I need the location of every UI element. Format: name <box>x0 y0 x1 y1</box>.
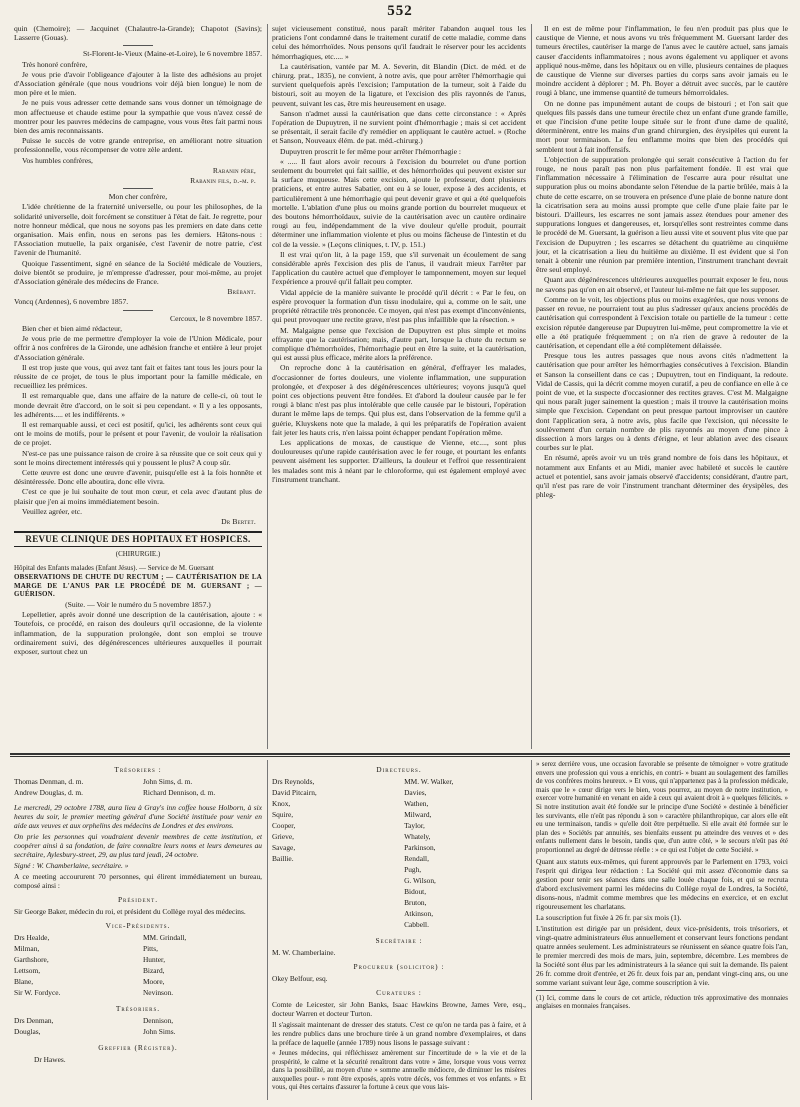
paragraph: Le mercredi, 29 octobre 1788, aura lieu à Gray's inn coffee house Holborn, à six heures du soir, le premier meeting général d'une Société instituée pour venir en aide aux veuves et aux orphelins des médecins de Londres et des environs. <box>14 803 262 830</box>
list-item: Baillie. <box>272 854 294 863</box>
section-divider <box>10 753 790 755</box>
footnote: (1) Ici, comme dans le cours de cet article, réduction très approximative des monnaies anglaises en monnaies françaises. <box>536 993 788 1011</box>
list-item: Bruton, <box>404 898 427 907</box>
list-item: Rendall, <box>404 854 429 863</box>
letter-salutation: Très honoré confrère, <box>22 59 88 69</box>
signature: Brébant. <box>227 287 256 297</box>
list-item: Pugh, <box>404 865 422 874</box>
list-item: Hunter, <box>142 955 166 964</box>
hospital-line: Hôpital des Enfants malades (Enfant Jésus). — Service de M. Guersant <box>14 563 214 572</box>
paragraph: M. Malgaigne pense que l'excision de Dupuytren est plus simple et moins effrayante que la cautérisation; mais, d'autre part, lorsque la chute du rectum se complique d'hémorrhoïdes, l'hémorrhagie peut en être la suite, et la cautérisation, qui est aussi plus efficace, mérite alors la préférence. <box>272 325 526 363</box>
greffier-title: Greffier (Régister). <box>98 1043 178 1052</box>
list-item: Blane, <box>14 977 34 986</box>
section-divider <box>10 756 790 757</box>
list-item: Milman, <box>14 944 40 953</box>
separator <box>123 188 153 189</box>
list-item: Whately, <box>404 832 431 841</box>
treasurers-list <box>14 1016 262 1038</box>
president-title: Président. <box>117 895 159 904</box>
list-item: Richard Dennison, d. m. <box>142 788 216 797</box>
curateurs: Comte de Leicester, sir John Banks, Isaac Hawkins Browne, James Vere, esq., docteur Warren et docteur Turton. <box>272 1000 526 1018</box>
letter-closing: Veuillez agréer, etc. <box>22 506 82 516</box>
column-1 <box>14 24 262 749</box>
paragraph: Il s'agissait maintenant de dresser des statuts. C'est ce qu'on ne tarda pas à faire, et à les rendre publics dans une brochure tirée à un grand nombre d'exemplaires, et dans la préface de laquelle (année 1789) nous lisons le passage suivant : <box>272 1020 526 1047</box>
list-item: Davies, <box>404 788 427 797</box>
bottom-column-3 <box>536 760 788 1100</box>
paragraph: C'est ce que je lui souhaite de tout mon cœur, et cela avec d'autant plus de plaisir que j'en ai moins immédiatement besoin. <box>14 487 262 506</box>
vice-presidents-list <box>14 933 262 999</box>
paragraph: Dupuytren proscrit le fer même pour arrêter l'hémorrhagie : <box>280 146 462 156</box>
list-item: Knox, <box>272 799 291 808</box>
paragraph: Puisse le succès de votre grande entreprise, en améliorant notre situation professionnelle, vous récompenser de votre zèle ardent. <box>14 136 262 155</box>
list-item: Sir W. Fordyce. <box>14 988 61 997</box>
paragraph: Il est remarquable que, dans une affaire de la nature de celle-ci, où tout le monde devrait être d'accord, on le soit si peu cependant. « Il y a les opposants, les adhérents..... et les indifférents. » <box>14 391 262 419</box>
list-item: Lettsom, <box>14 966 41 975</box>
letter-salutation: Mon cher confrère, <box>108 192 168 202</box>
list-item: Cabbell. <box>404 920 429 929</box>
paragraph: Quoique l'assentiment, signé en séance de la Société médicale de Vouziers, doive bientôt se produire, je m'empresse d'adresser, pour moi-même, au projet d'Association générale des médecins de France. <box>14 258 262 287</box>
president: Sir George Baker, médecin du roi, et président du Collège royal des médecins. <box>14 907 246 916</box>
directors-list <box>272 777 526 931</box>
column-divider <box>267 24 268 749</box>
list-item: Taylor, <box>404 821 425 830</box>
section-heading: REVUE CLINIQUE DES HOPITAUX ET HOSPICES. <box>14 531 262 547</box>
vice-presidents-title: Vice-Présidents. <box>105 921 171 930</box>
column-2 <box>272 24 526 749</box>
list-item: Drs Denman, <box>14 1016 54 1025</box>
paragraph: N'est-ce pas une puissance raison de croire à sa réussite que ce soit ceux qui y sont le moins directement intéressés qui y poussent le plus? A coup sûr. <box>14 448 262 467</box>
list-item: Nevinson. <box>142 988 174 997</box>
treasurers-list <box>14 777 262 799</box>
list-item: Dr Hawes. <box>34 1055 66 1064</box>
list-item: Bizard, <box>142 966 165 975</box>
secretary: M. W. Chamberlaine. <box>272 948 336 957</box>
list-item: MM. Grindall, <box>142 933 187 942</box>
section-subheading: (CHIRURGIE.) <box>115 550 161 559</box>
list-item: Cooper, <box>272 821 296 830</box>
paragraph: Il est vrai qu'on lit, à la page 159, que s'il survenait un écoulement de sang considérable après l'excision des plis de l'anus, il vaudrait mieux l'arrêter par l'application du cautère actuel que d'employer le tamponnement, moyen sur lequel l'expérience a prouvé qu'il fallait peu compter. <box>272 249 526 287</box>
treasurers-title: Trésoriers : <box>114 765 162 774</box>
paragraph: On reproche donc à la cautérisation en général, d'effrayer les malades, d'occasionner de fortes douleurs, une violente inflammation, une suppuration prolongée, et d'exposer à des dégénérescences ultérieures; voyons jusqu'à quel point ces objections peuvent être fondées. Et d'abord la douleur causée par le fer rougi à blanc n'est pas plus intolérable que celle causée par le bistouri, l'opération durant le même laps de temps. Qui plus est, dans l'observation de la femme qu'il a guérie, Kluyskens note que la malade, à qui les préparatifs de l'opération avaient fait jeter les hauts cris, n'en laissa point échapper pendant l'opération même. <box>272 363 526 437</box>
procureur: Okey Belfour, esq. <box>272 974 328 983</box>
column-3 <box>536 24 788 749</box>
letter-closing: Vos humbles confrères, <box>22 155 93 165</box>
list-item: Thomas Denman, d. m. <box>14 777 84 786</box>
list-item: Squire, <box>272 810 294 819</box>
list-item: Moore, <box>142 977 165 986</box>
list-item: Garthshore, <box>14 955 49 964</box>
directors-title: Directeurs. <box>376 765 422 774</box>
bottom-column-1 <box>14 760 262 1100</box>
list-item: Milward, <box>404 810 432 819</box>
column-divider <box>531 24 532 749</box>
list-item: David Pitcairn, <box>272 788 317 797</box>
signature: Dr Bertet. <box>221 516 256 526</box>
paragraph: Quant aux dégénérescences ultérieures auxquelles pourrait exposer le feu, nous ne savons pas qu'on en ait observé, et l'auteur lui-même ne fait que les supposer. <box>536 275 788 294</box>
paragraph: L'institution est dirigée par un président, deux vice-présidents, trois trésoriers, et vingt-quatre administrateurs élus annuellement et conservant leurs fonctions pendant quatre années seulement. Les administrateurs se réunissent en séance quatre fois l'an, le premier mercredi des mois de mars, juin, septembre, décembre. Les membres de la Société sont élus par les administrateurs à la séance qui suit la demande. Ils paient 26 fr. comme droit d'entrée, et 26 fr. deux fois par an, pendant vingt-cinq ans, ou une somme variant suivant leur âge, comme souscription à vie. <box>536 923 788 987</box>
signature: Rabanin fils, d.-m. p. <box>190 176 256 186</box>
list-item: Grieve, <box>272 832 294 841</box>
paragraph: A ce meeting accoururent 70 personnes, qui élirent immédiatement un bureau, composé ainsi : <box>14 872 262 890</box>
list-item: Atkinson, <box>404 909 434 918</box>
paragraph: La cautérisation, vantée par M. A. Severin, dit Blandin (Dict. de méd. et de chirurg. prat., 1835), ne convient, à notre avis, que pour arrêter l'hémorrhagie qui survient quelquefois après l'excision; l'amputation de la tumeur, soit à l'aide du bistouri, soit au moyen de la ligature, et l'excision des plis rayonnés de l'anus, peuvent, suivant les cas, être mis heureusement en usage. <box>272 61 526 108</box>
paragraph: Il en est de même pour l'inflammation, le feu n'en produit pas plus que le caustique de Vienne, et nous avons vu très fréquemment M. Guersant larder des tumeurs érectiles, cautériser la marge de l'anus avec le cautère actuel, sans jamais causer d'accidents inflammatoires ; nous avons également vu appliquer et avons appliqué nous-même, dans les hôpitaux ou en ville, plusieurs centaines de plaques de caustique de Vienne sur diverses parties du corps sans avoir jamais eu le moindre accident à déplorer ; M. Ph. Boyer a détruit avec succès, par le cautère rougi à blanc, une immense quantité de tumeurs hémorroïdales. <box>536 24 788 98</box>
paragraph: sujet vicieusement constitué, nous paraît mériter l'abandon auquel tous les praticiens l'ont condamné dans le traitement curatif de cette maladie, comme dans celui des hémorrhoïdes. Nous pensons qu'il faudrait le réserver pour les accidents hémorrhagiques, etc..... » <box>272 24 526 61</box>
list-item: Savage, <box>272 843 296 852</box>
paragraph: Quant aux statuts eux-mêmes, qui furent approuvés par le Parlement en 1793, voici l'esprit qui dirigea leur rédaction : La Société qui mit assez d'économie dans sa gestion pour tenir ses séances dans une salle louée chaque fois, et qui se recruta d'abord exclusivement parmi les médecins du Collège royal de Londres, la Société, disons-nous, n'admit comme membres que les médecins en exercice, et en exclut rigoureusement les charlatans. <box>536 856 788 911</box>
paragraph: Je vous prie d'avoir l'obligeance d'ajouter à la liste des adhésions au projet d'Association générale (que nous voudrions voir déjà bien longue) le nom de mon père et le mien. <box>14 69 262 98</box>
quotation: » serez derrière vous, une occasion favorable se présente de témoigner » votre gratitude envers une profession qui vous a enrichis, en contri- » buant au soulagement des familles de vos confrères moins heureux. » Et vous, qui n'appartenez pas à la profession médicale, mais que le » cœur dirige vers le bien, vous pourrez, au moyen de notre institution, » exercer votre humanité en venant en aide à ceux qui avaient droit à » quelques félicités. » Si notre institution avait été fondée sur le principe d'une Société » destinée à bénéficier les survivants, elle n'eût pas répondu à son » caractère philanthropique, car alors elle eût eu une terminaison, tandis » qu'elle doit être perpétuelle. Si elle avait été formée sur le plan des » Sociétés par annuités, ses bienfaits eussent pu atteindre des veuves et » des enfants nullement dans le besoin, tandis que, d'un autre côté, » le secours n'eût pas été proportionnel au degré de détresse réelle : » ce qui est l'objet de cette Société. » <box>536 760 788 854</box>
intro-names: quin (Chemoire); — Jacquinet (Chalautre-la-Grande); Chapotot (Savins); Lasserre (Gouas). <box>14 24 262 43</box>
list-item: Pitts, <box>142 944 158 953</box>
signature: Rabanin père, <box>212 165 256 175</box>
list-item: G. Wilson, <box>404 876 436 885</box>
list-item: Parkinson, <box>404 843 436 852</box>
paragraph: L'idée chrétienne de la fraternité universelle, ou pour les philosophes, de la solidarité universelle, doit forcément se constituer à l'état de fait. Je regrette, pour notre honneur médical, que nous ne soyons pas les premiers en date dans cette organisation. Mais enfin, nous en serons pas les derniers. Hâtons-nous : l'Association mutuelle, la paix organisée, c'est l'avenir de notre patrie, c'est l'avenir de l'humanité. <box>14 202 262 258</box>
list-item: Andrew Douglas, d. m. <box>14 788 83 797</box>
paragraph: Sanson n'admet aussi la cautérisation que dans cette circonstance : « Après l'opération de Dupuytren, il ne survient point d'hémorrhagie ; mais si cet accident se présentait, il serait facile d'y remédier en appliquant le cautère actuel. » (Roche et Sanson, Nouveaux élém. de pat. méd.-chirurg.) <box>272 108 526 146</box>
paragraph: Presque tous les autres passages que nous avons cités n'admettent la cautérisation que pour arrêter les hémorrhagies consécutives à l'excision. Blandin et Sanson la conseillent dans ce cas ; Dupuytren, tout en l'indiquant, la redoute. Vidal de Cassis, qui la décrit comme moyen curatif, a peu de confiance en elle à ce point de vue, et la suspecte d'occasionner des rectites graves. C'est M. Malgaigne qui nous paraît juger sainement la question ; mais il trouve la cautérisation moins simple que l'excision. Cependant on peut presque partout improviser un cautère dont l'application sera, à notre avis, plus facile que l'excision, qui nécessite le soulèvement d'un certain nombre de plis rayonnés au moyen d'une pince à dissection à mors larges ou à dents d'érigne, et leur ablation avec des ciseaux courbes sur le plat. <box>536 351 788 453</box>
paragraph: Il est trop juste que vous, qui avez tant fait et faites tant tous les jours pour la réussite de ce projet, de tous le plus important pour la famille médicale, en recueilliez les prémices. <box>14 362 262 391</box>
paragraph: Je vous prie de me permettre d'employer la voie de l'Union Médicale, pour offrir à nos confrères de la Gironde, une adhésion franche et entière à leur projet d'Association générale. <box>14 334 262 362</box>
letter-place: Voncq (Ardennes), 6 novembre 1857. <box>14 297 129 307</box>
paragraph: Vidal appécie de la manière suivante le procédé qu'il décrit : « Par le feu, on espère provoquer la formation d'un tissu inodulaire, qui a, comme on le sait, une propriété rétractile très prononcée. Ce moyen, qui n'est pas exempt d'inconvénients, qui peut provoquer une rectite grave, n'est pas plus infaillible que la résection. » <box>272 287 526 325</box>
list-item: Drs Reynolds, <box>272 777 315 786</box>
paragraph: « ..... Il faut alors avoir recours à l'excision du bourrelet ou d'une portion seulement du bourrelet qui fait saillie, et des hémorrhoïdes qui peuvent exister sur la surface muqueuse. Mais cette excision, ajoute le professeur, dont plusieurs praticiens, et entre autres Sabatier, ont eu à se louer, expose à des accidents, et particulièrement à une hémorrhagie qui peut devenir grave et qui a été quelquefois mortelle. L'ablation d'une plus ou moins grande portion du bourrelet muqueux et des boutons hémorrhoïdaux, suivie de la cautérisation avec un cautère ordinaire rougi au feu, indépendamment de la vive douleur qu'elle produit, pourrait déterminer une inflammation violente et plus ou moins fâcheuse de l'intestin et du col de la vessie. » (Leçons cliniques, t. IV, p. 151.) <box>272 156 526 249</box>
paragraph: En résumé, après avoir vu un très grand nombre de fois dans les hôpitaux, et notamment aux Enfants et au Midi, manier avec habileté et succès le cautère actuel et potentiel, sans avoir jamais observé d'accidents; considérant, d'autre part, qu'il n'est pas rare de voir l'instrument tranchant déterminer des érysipèles, des phleg- <box>536 453 788 500</box>
list-item: Dennison, <box>142 1016 174 1025</box>
footnote-rule <box>536 990 596 991</box>
observation-title: OBSERVATIONS DE CHUTE DU RECTUM ; — CAUTÉRISATION DE LA MARGE DE L'ANUS PAR LE PROCÉDÉ DE M. GUERSANT ; — GUÉRISON. <box>14 573 262 599</box>
paragraph: On ne donne pas impunément autant de coups de bistouri ; et l'on sait que quelques fils passés dans une tumeur érectile chez un enfant d'une grande famille, et que l'incision d'une petite loupe située sur le front d'une dame de qualité, déterminèrent, entre les mains d'un grand chirurgien, des érysipèles qui eurent la mort pour terminaison. Le feu enflamme moins que bien des procédés qui semblent tout à fait inoffensifs. <box>536 98 788 154</box>
list-item: Douglas, <box>14 1027 41 1036</box>
letter-salutation: Bien cher et bien aimé rédacteur, <box>22 323 123 333</box>
separator <box>123 45 153 46</box>
procureur-title: Procureur (solicitor) : <box>353 962 445 971</box>
letter-place: Cercoux, le 8 novembre 1857. <box>170 313 262 323</box>
signature: Signé : W. Chamberlaine, secrétaire. » <box>14 861 129 870</box>
column-divider <box>267 760 268 1100</box>
column-divider <box>531 760 532 1100</box>
paragraph: La souscription fut fixée à 26 fr. par six mois (1). <box>536 912 682 922</box>
page-number: 552 <box>387 3 413 19</box>
curateurs-title: Curateurs : <box>376 988 422 997</box>
paragraph: Il est remarquable aussi, et ceci est positif, qu'ici, les adhérents sont ceux qui ont le moins de motifs, pour le présent et pour l'avenir, de vouloir la réalisation de ce projet. <box>14 419 262 448</box>
observation-reference: (Suite. — Voir le numéro du 5 novembre 1857.) <box>65 599 211 609</box>
list-item: John Sims, d. m. <box>142 777 193 786</box>
paragraph: Lepelletier, après avoir donné une description de la cautérisation, ajoute : « Toutefois, ce procédé, en raison des douleurs qu'il occasionne, de la violente inflammation, de la suppuration prolongée, dont son emploi se trouve ordinairement suivi, des dégénérescences ultérieures auxquelles il pourrait exposer, surtout chez un <box>14 610 262 656</box>
paragraph: Comme on le voit, les objections plus ou moins exagérées, que nous venons de passer en revue, ne pourraient tout au plus s'adresser qu'aux anciens procédés de cautérisation qui correspondent à l'excision totale ou partielle de la tumeur : cette excision réputée dangereuse par Dupuytren lui-même, peut compromettre la vie et elle a été pratiquée fréquemment ; on n'a rien de grave à redouter de la cautérisation, et cependant elle a été complètement délaissée. <box>536 294 788 350</box>
paragraph: On prie les personnes qui voudraient devenir membres de cette institution, et coopérer ainsi à sa fondation, de faire connaître leurs noms et leurs demeures au secrétaire, Aylesbury-street, 29, au plus tard jeudi, 24 octobre. <box>14 832 262 859</box>
quotation: « Jeunes médecins, qui réfléchissez amèrement sur l'incertitude de » la vie et de la prospérité, le calme et la sécurité renaîtront dans votre » âme, lorsque vous vous verrez dans la possibilité, au moyen d'une » somme annuelle médiocre, de diminuer les misères auxquelles pour- » ront être exposés, après votre décès, vos femmes et vos enfants. » Et vous, qui êtes certains d'assurer la fortune à ceux que vous lais- <box>272 1049 526 1092</box>
separator <box>123 310 153 311</box>
list-item: MM. W. Walker, <box>404 777 454 786</box>
paragraph: Je ne puis vous adresser cette demande sans vous donner un témoignage de mon affectueuse et chaude estime pour la sympathie que vous n'avez cessé de montrer pour les pauvres médecins de campagne, vous vous êtes fait parmi nous bien des amis reconnaissants. <box>14 98 262 136</box>
paragraph: Cette œuvre est donc une œuvre d'avenir, puisqu'elle est à la fois honnête et désintéressée. Donc elle aboutira, donc elle vivra. <box>14 467 262 487</box>
list-item: Drs Healde, <box>14 933 50 942</box>
treasurers-title: Trésoriers. <box>115 1004 161 1013</box>
letter-place: St-Florent-le-Vieux (Maine-et-Loire), le 6 novembre 1857. <box>83 49 262 59</box>
secretary-title: Secrétaire : <box>375 936 423 945</box>
list-item: Bidout, <box>404 887 427 896</box>
paragraph: L'objection de suppuration prolongée qui serait consécutive à l'action du fer rouge, ne nous paraît pas non plus parfaitement fondée. Il est vrai que l'inflammation nécessaire à l'élimination de l'escarre aura pour résultat une suppuration plus ou moins abondante selon l'étendue de la partie brûlée, mais à la chute de cette escarre, on se trouvera en présence d'une plaie de bonne nature dont la cicatrisation sera au moins aussi prompte que celle d'une plaie faite par le bistouri. D'ailleurs, les escarres ne sont jamais assez étendues pour amener des suppurations longues et dangereuses, et, lorsqu'elles sont restreintes comme dans le procédé de M. Guersant, la guérison a lieu aussi vite et souvent plus vite que par l'excision de Dupuytren ; les escarres se détachent du quatrième au cinquième jour, et la cicatrisation a lieu du huitième au dixième. Il est évident que si l'on tenait à obtenir une réunion par première intention, l'instrument tranchant devrait être seul employé. <box>536 154 788 275</box>
bottom-column-2 <box>272 760 526 1100</box>
list-item: Wathen, <box>404 799 429 808</box>
paragraph: Les applications de moxas, de caustique de Vienne, etc...., sont plus douloureuses qu'une rapide cautérisation avec le fer rouge, et pourtant les enfants peuvent aisément les supporter. D'ailleurs, la douleur et l'effroi que ressentiraient les malades sont mis à néant par le chloroforme, qui est également employé avec l'instrument tranchant. <box>272 437 526 484</box>
list-item: John Sims. <box>142 1027 176 1036</box>
